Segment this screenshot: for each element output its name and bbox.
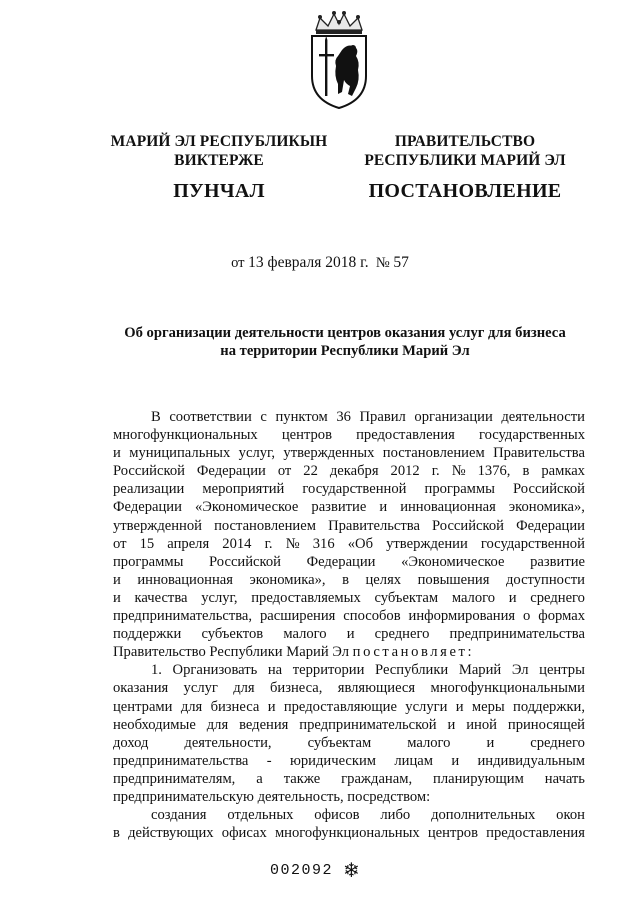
word: «Об xyxy=(347,535,373,552)
word: офисах xyxy=(221,825,267,842)
word: 22 xyxy=(303,463,318,480)
word: постановлением xyxy=(214,517,316,534)
word: центры xyxy=(539,662,585,679)
word: и xyxy=(455,698,464,715)
justified-line xyxy=(113,824,585,842)
word: муниципальных xyxy=(129,445,231,462)
word: деятельности xyxy=(501,409,585,425)
word: центрами xyxy=(113,698,173,715)
word: от xyxy=(113,535,127,552)
word: Правил xyxy=(359,409,406,425)
word: формах xyxy=(538,608,585,625)
word: реализации xyxy=(113,481,185,498)
word: г. xyxy=(264,535,273,552)
word: деятельности, xyxy=(184,734,272,751)
justified-line xyxy=(113,806,585,824)
word: 316 xyxy=(312,535,335,552)
word: услуг, xyxy=(201,589,238,606)
justified-line xyxy=(113,408,585,426)
title-line: Об организации деятельности центров оказания услуг для бизнеса xyxy=(124,325,566,341)
word: «Экономическое xyxy=(194,499,299,516)
number-prefix: № xyxy=(375,255,390,271)
word: и xyxy=(346,626,355,643)
justified-line xyxy=(113,571,585,589)
word: юридическим xyxy=(289,752,377,769)
paragraph-item-1 xyxy=(113,661,585,788)
word: повышения xyxy=(417,571,490,588)
word: меры xyxy=(471,698,505,715)
word: утвержденных xyxy=(283,445,375,462)
word: для xyxy=(206,716,229,733)
footer-mark-icon: ❄ xyxy=(343,858,360,882)
word: Федерации xyxy=(516,517,585,534)
word: Республики xyxy=(375,662,449,679)
header-left-doc-type: ПУНЧАЛ xyxy=(173,180,265,202)
justified-line xyxy=(113,553,585,571)
word: 36 xyxy=(336,409,351,425)
word: и xyxy=(451,752,460,769)
word: для xyxy=(180,698,203,715)
justified-line xyxy=(113,589,585,607)
justified-line xyxy=(113,444,585,462)
word: предпринимательства xyxy=(449,626,585,643)
document-title xyxy=(110,324,580,360)
justified-line xyxy=(113,752,585,770)
word: ведения xyxy=(239,716,289,733)
word: целях xyxy=(365,571,402,588)
justified-line xyxy=(113,480,585,498)
word: субъектов xyxy=(201,626,264,643)
word: доход xyxy=(113,734,149,751)
word: г. xyxy=(431,463,440,480)
word: услуги xyxy=(405,698,448,715)
word: создания xyxy=(151,807,207,824)
word: и xyxy=(486,734,495,751)
coat-of-arms-emblem xyxy=(298,10,380,112)
word: Российской xyxy=(209,553,281,570)
paragraph-preamble xyxy=(113,408,585,643)
word: Правительства xyxy=(328,517,420,534)
word: В xyxy=(151,409,161,425)
mari-el-coat-of-arms-icon xyxy=(298,10,380,112)
word: 15 xyxy=(139,535,155,552)
word: расширения xyxy=(259,608,336,625)
justified-line xyxy=(113,661,585,679)
date-prefix: от xyxy=(231,255,245,271)
word: предпринимательства, xyxy=(113,608,253,625)
paragraph-preamble-last-line xyxy=(113,643,585,661)
word: от xyxy=(277,463,292,480)
word: декабря xyxy=(329,463,379,480)
word: многофункциональных xyxy=(274,825,420,842)
word: - xyxy=(266,752,272,769)
word: предпринимателям, xyxy=(113,770,236,787)
word: апреля xyxy=(167,535,210,552)
word: экономика», xyxy=(508,499,585,516)
word: Российской xyxy=(432,517,504,534)
header-right-doc-type: ПОСТАНОВЛЕНИЕ xyxy=(368,180,562,202)
word: и xyxy=(447,716,456,733)
word: на xyxy=(267,662,283,679)
word: и xyxy=(379,499,388,516)
word: доступности xyxy=(505,571,585,588)
word: необходимые xyxy=(113,716,196,733)
word: среднего xyxy=(530,589,585,606)
word: и xyxy=(508,589,517,606)
word: гражданам, xyxy=(341,770,413,787)
word: многофункциональных xyxy=(113,427,258,444)
word: Организовать xyxy=(172,662,258,679)
word: государственных xyxy=(478,427,585,444)
word: субъектам xyxy=(374,589,439,606)
word: индивидуальным xyxy=(477,752,585,769)
word: малого xyxy=(407,734,451,751)
word: Российской xyxy=(113,463,185,480)
justified-line xyxy=(113,770,585,788)
word: организации xyxy=(414,409,493,425)
header-left-line2: ВИКТЕРЖЕ xyxy=(174,152,264,169)
word: предпринимательской xyxy=(299,716,437,733)
word: поддержки xyxy=(113,626,182,643)
word: в xyxy=(342,571,349,588)
word: центров xyxy=(427,825,478,842)
word: бизнеса, xyxy=(269,680,323,697)
footer-serial-number: 002092 xyxy=(270,862,334,879)
word: пунктом xyxy=(275,409,328,425)
word: инновационная xyxy=(137,571,233,588)
word: предоставления xyxy=(356,427,455,444)
justified-line xyxy=(113,535,585,553)
word: о xyxy=(523,608,531,625)
word: Марий xyxy=(458,662,502,679)
word: лицам xyxy=(394,752,433,769)
justified-line xyxy=(113,517,585,535)
word: государственной xyxy=(302,481,407,498)
paragraph-item-1-sub xyxy=(113,806,585,842)
word: с xyxy=(260,409,267,425)
word: 2014 xyxy=(222,535,252,552)
word: многофункциональными xyxy=(430,680,585,697)
word: «Экономическое xyxy=(401,553,505,570)
word: иной xyxy=(466,716,497,733)
word: информирования xyxy=(408,608,516,625)
justified-line xyxy=(113,716,585,734)
word: 1376, xyxy=(477,463,511,480)
word: экономика», xyxy=(249,571,326,588)
word: 1. xyxy=(151,662,162,679)
word: среднего xyxy=(374,626,430,643)
word: и xyxy=(267,698,276,715)
word: предоставляемых xyxy=(251,589,361,606)
word: и xyxy=(113,445,121,462)
word: планирующим xyxy=(433,770,524,787)
justified-line xyxy=(113,498,585,516)
justified-line xyxy=(113,426,585,444)
word: утверждении xyxy=(386,535,468,552)
word: Правительства xyxy=(493,445,585,462)
word: качества xyxy=(134,589,188,606)
word: 2012 xyxy=(390,463,420,480)
resolution-word: постановляет: xyxy=(352,644,475,661)
word: № xyxy=(285,535,300,552)
header-right-line2: РЕСПУБЛИКИ МАРИЙ ЭЛ xyxy=(364,152,566,169)
word: соответствии xyxy=(169,409,252,425)
word: также xyxy=(283,770,321,787)
word: рамках xyxy=(541,463,585,480)
word: Федерации xyxy=(306,553,376,570)
word: малого xyxy=(283,626,327,643)
justified-line xyxy=(113,698,585,716)
word: малого xyxy=(451,589,496,606)
document-date: 13 февраля 2018 г. xyxy=(248,254,369,271)
word: программы xyxy=(113,553,184,570)
word: услуг, xyxy=(238,445,276,462)
word: среднего xyxy=(530,734,585,751)
word: отдельных xyxy=(227,807,294,824)
header-right-block xyxy=(350,132,580,202)
word: субъектам xyxy=(307,734,372,751)
word: центров xyxy=(281,427,332,444)
word: оказания xyxy=(113,680,169,697)
justified-line xyxy=(113,462,585,480)
word: предпринимательства xyxy=(113,752,249,769)
word: приносящей xyxy=(507,716,585,733)
word: действующих xyxy=(128,825,214,842)
word: офисов xyxy=(314,807,360,824)
word: постановлением xyxy=(382,445,485,462)
document-number: 57 xyxy=(393,254,409,271)
word: государственной xyxy=(480,535,585,552)
word: либо xyxy=(380,807,411,824)
paragraph-item-1-last-line: предпринимательскую деятельность, посредством: xyxy=(113,788,431,805)
justified-line xyxy=(113,607,585,625)
word: предоставления xyxy=(486,825,585,842)
word: инновационная xyxy=(400,499,496,516)
word: являющиеся xyxy=(337,680,416,697)
word: утвержденной xyxy=(113,517,202,534)
word: способов xyxy=(343,608,401,625)
word: и xyxy=(113,571,121,588)
word: программы xyxy=(424,481,495,498)
word: территории xyxy=(292,662,365,679)
word: Российской xyxy=(513,481,585,498)
word: Федерации xyxy=(196,463,266,480)
word: развитие xyxy=(530,553,585,570)
title-line: на территории Республики Марий Эл xyxy=(220,343,470,359)
justified-line xyxy=(113,679,585,697)
word: бизнеса xyxy=(210,698,260,715)
word: мероприятий xyxy=(202,481,285,498)
word: а xyxy=(256,770,263,787)
word: для xyxy=(233,680,255,697)
document-body xyxy=(113,408,585,842)
word: окон xyxy=(556,807,585,824)
word: № xyxy=(451,463,466,480)
word: Федерации xyxy=(113,499,182,516)
word: предоставляющие xyxy=(283,698,397,715)
word: в xyxy=(113,825,120,842)
header-right-line1: ПРАВИТЕЛЬСТВО xyxy=(394,133,536,150)
word: и xyxy=(113,589,121,606)
word: развитие xyxy=(311,499,367,516)
preamble-ending-text: Правительство Республики Марий Эл xyxy=(113,644,350,661)
word: в xyxy=(522,463,530,480)
word: услуг xyxy=(183,680,218,697)
justified-line xyxy=(113,625,585,643)
date-line xyxy=(0,254,640,272)
word: начать xyxy=(544,770,585,787)
word: Эл xyxy=(511,662,529,679)
justified-line xyxy=(113,734,585,752)
word: дополнительных xyxy=(431,807,536,824)
word: поддержки, xyxy=(513,698,585,715)
header-left-block xyxy=(100,132,338,202)
header-left-line1: МАРИЙ ЭЛ РЕСПУБЛИКЫН xyxy=(110,133,328,150)
